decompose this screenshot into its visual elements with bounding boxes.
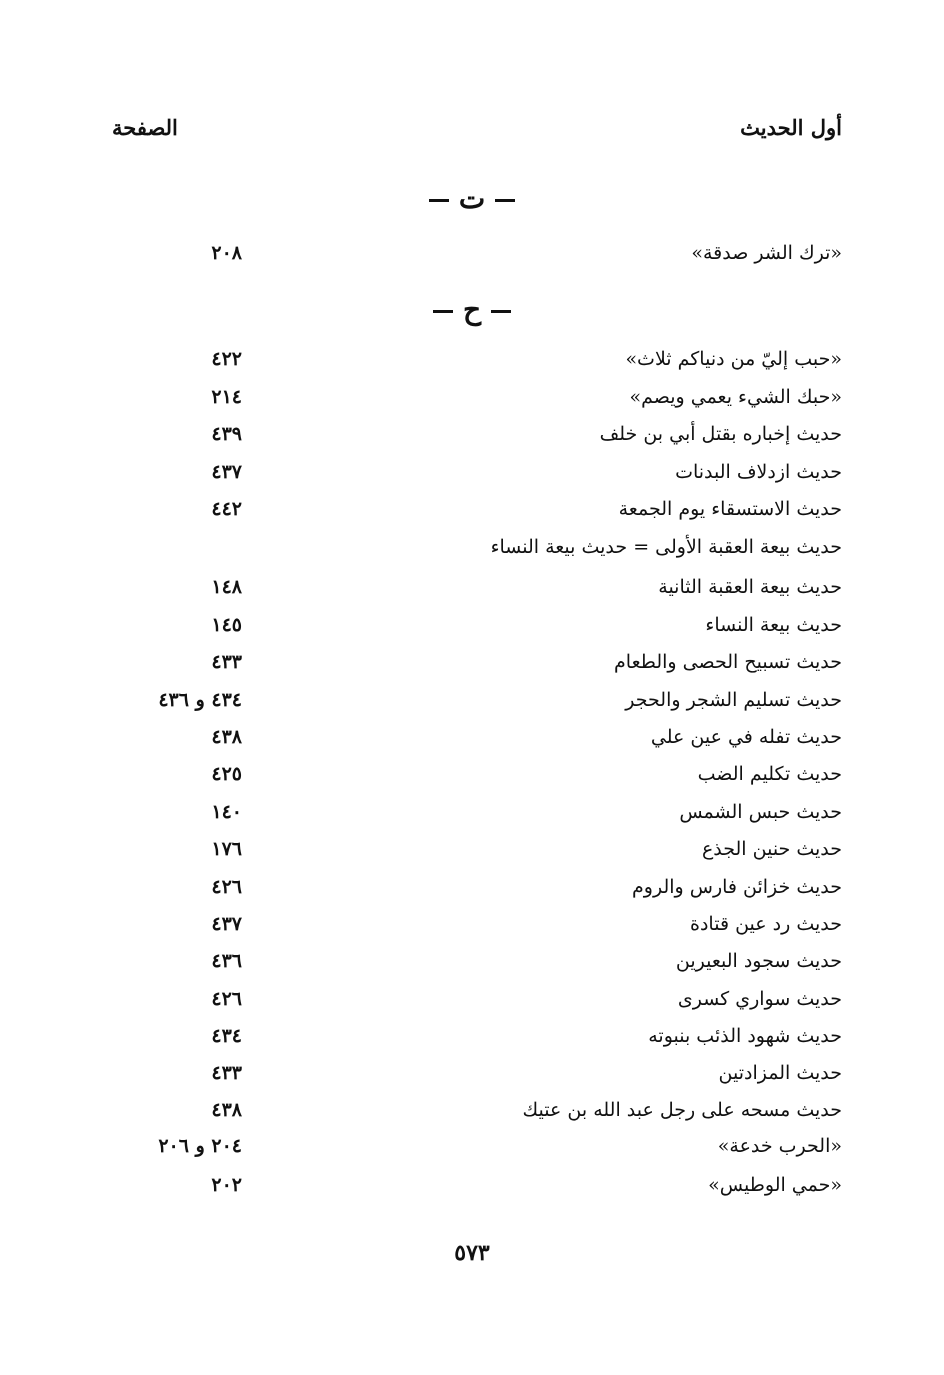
index-entry xyxy=(112,608,842,642)
page-reference: ٤٣٧ xyxy=(211,461,242,483)
page-reference: ٤٣٧ xyxy=(211,913,242,935)
page-reference: ١٤٠ xyxy=(211,801,242,823)
hadith-text: «حبك الشيء يعمي ويصم» xyxy=(629,386,842,408)
hadith-text: حديث حبس الشمس xyxy=(679,801,842,823)
page-reference: ٤٣٦ xyxy=(211,950,242,972)
hadith-text: «ترك الشر صدقة» xyxy=(691,242,842,264)
hadith-text: حديث ازدلاف البدنات xyxy=(675,461,842,483)
hadith-text: حديث بيعة العقبة الثانية xyxy=(658,576,842,598)
page-reference: ٤٣٨ xyxy=(211,1099,242,1121)
hadith-text: حديث تسبيح الحصى والطعام xyxy=(614,651,842,673)
hadith-text: حديث إخباره بقتل أبي بن خلف xyxy=(599,423,842,445)
index-entry xyxy=(112,757,842,791)
page-reference: ٤٤٢ xyxy=(211,498,242,520)
page-reference: ١٤٨ xyxy=(211,576,242,598)
index-entry xyxy=(112,342,842,376)
index-entry xyxy=(112,1168,842,1202)
hadith-text: حديث تسليم الشجر والحجر xyxy=(625,689,842,711)
index-entry xyxy=(112,870,842,904)
hadith-text: حديث الاستسقاء يوم الجمعة xyxy=(618,498,842,520)
index-entry xyxy=(112,907,842,941)
index-entry xyxy=(112,720,842,754)
page-reference: ٢٠٤ و ٢٠٦ xyxy=(158,1135,242,1157)
hadith-text: حديث سجود البعيرين xyxy=(675,950,842,972)
index-entry xyxy=(112,492,842,526)
page-reference: ١٤٥ xyxy=(211,614,242,636)
index-entry xyxy=(112,530,842,564)
index-entry xyxy=(112,982,842,1016)
page-reference: ٢٠٨ xyxy=(211,242,242,264)
section-heading-ta xyxy=(0,182,944,215)
index-entry xyxy=(112,417,842,451)
hadith-text: حديث بيعة النساء xyxy=(705,614,842,636)
dash-decoration xyxy=(433,310,453,313)
hadith-text: حديث شهود الذئب بنبوته xyxy=(648,1025,842,1047)
dash-decoration xyxy=(491,310,511,313)
index-entry xyxy=(112,683,842,717)
index-entry xyxy=(112,1019,842,1053)
hadith-text: «حمي الوطيس» xyxy=(708,1174,842,1196)
page-reference: ٢٠٢ xyxy=(211,1174,242,1196)
hadith-text: حديث سواري كسرى xyxy=(677,988,842,1010)
page-reference: ٤٢٢ xyxy=(211,348,242,370)
index-entry xyxy=(112,455,842,489)
page-reference: ١٧٦ xyxy=(211,838,242,860)
section-letter: ت xyxy=(458,182,486,215)
index-entry xyxy=(112,1093,842,1127)
hadith-text: حديث رد عين قتادة xyxy=(690,913,842,935)
hadith-text: حديث خزائن فارس والروم xyxy=(632,876,842,898)
index-entry xyxy=(112,832,842,866)
index-entry xyxy=(112,645,842,679)
index-entry xyxy=(112,1056,842,1090)
page-reference: ٤٣٣ xyxy=(211,651,242,673)
index-header xyxy=(112,110,842,144)
hadith-text: حديث تكليم الضب xyxy=(697,763,842,785)
page-reference: ٤٢٦ xyxy=(211,876,242,898)
page-reference: ٤٢٦ xyxy=(211,988,242,1010)
hadith-text: حديث تفله في عين علي xyxy=(650,726,842,748)
page-reference: ٤٣٤ xyxy=(211,1025,242,1047)
index-entry xyxy=(112,1129,842,1163)
page-reference: ٤٣٤ و ٤٣٦ xyxy=(158,689,242,711)
dash-decoration xyxy=(429,199,449,202)
hadith-text: حديث المزادتين xyxy=(718,1062,842,1084)
hadith-text: حديث بيعة العقبة الأولى = حديث بيعة النساء xyxy=(490,536,842,558)
page-reference: ٤٣٣ xyxy=(211,1062,242,1084)
section-letter: ح xyxy=(462,293,482,326)
hadith-text: حديث مسحه على رجل عبد الله بن عتيك xyxy=(522,1099,842,1121)
page-reference: ٢١٤ xyxy=(211,386,242,408)
header-page-column-title: الصفحة xyxy=(112,114,178,140)
hadith-text: «حبب إليّ من دنياكم ثلاث» xyxy=(625,348,842,370)
section-heading-ha xyxy=(0,293,944,326)
index-entry xyxy=(112,570,842,604)
page-number: ٥٧٣ xyxy=(454,1240,490,1266)
header-hadith-column-title: أول الحديث xyxy=(740,114,842,140)
dash-decoration xyxy=(495,199,515,202)
page-reference: ٤٣٨ xyxy=(211,726,242,748)
index-entry xyxy=(112,380,842,414)
index-entry xyxy=(112,236,842,270)
index-entry xyxy=(112,795,842,829)
page-reference: ٤٢٥ xyxy=(211,763,242,785)
index-entry xyxy=(112,944,842,978)
hadith-text: حديث حنين الجذع xyxy=(701,838,842,860)
page-reference: ٤٣٩ xyxy=(211,423,242,445)
hadith-text: «الحرب خدعة» xyxy=(717,1135,842,1157)
